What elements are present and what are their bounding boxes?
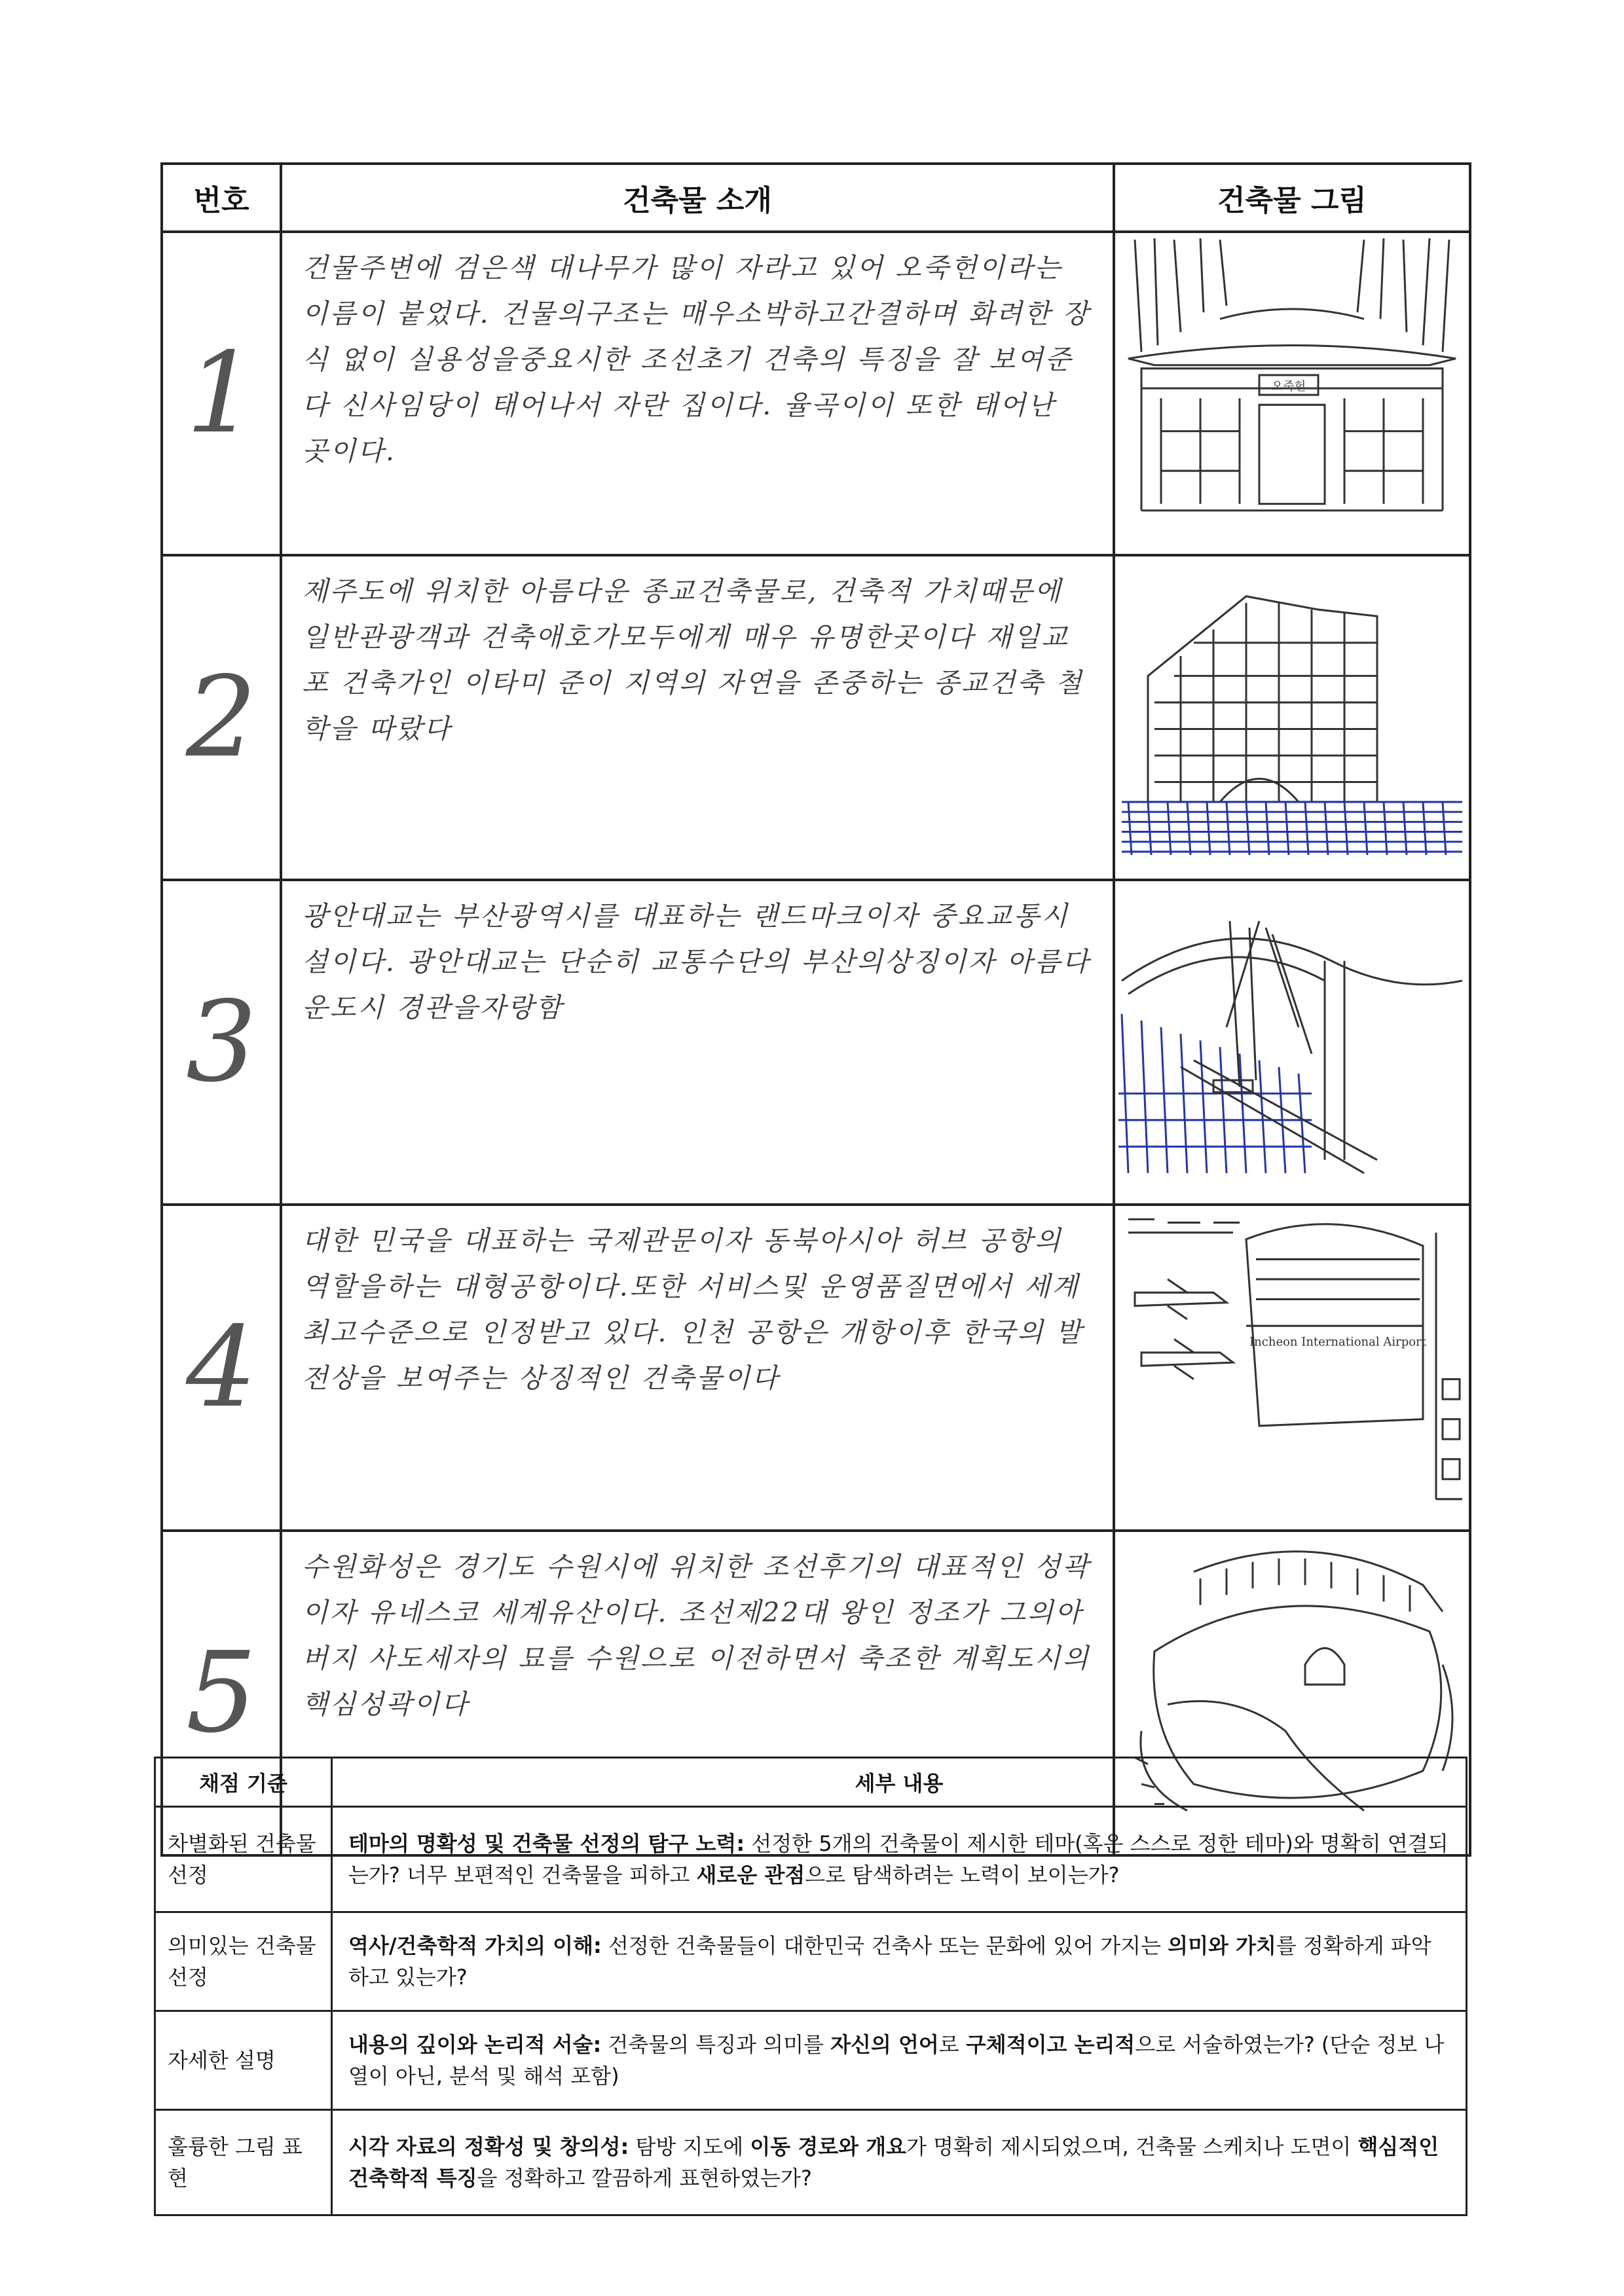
rubric-detail: 시각 자료의 정확성 및 창의성: 탐방 지도에 이동 경로와 개요가 명확히 제시되었으며, 건축물 스케치나 도면이 핵심적인 건축학적 특징을 정확하고 깔끔하게 표현하였는가? <box>332 2110 1467 2215</box>
header-drawing: 건축물 그림 <box>1114 164 1470 232</box>
table-row <box>162 555 1470 880</box>
rubric-detail: 테마의 명확성 및 건축물 선정의 탐구 노력: 선정한 5개의 건축물이 제시한 테마(혹은 스스로 정한 테마)와 명확히 연결되는가? 너무 보편적인 건축물을 피하고 새로운 관점으로 탐색하려는 노력이 보이는가? <box>332 1807 1467 1912</box>
rubric-detail: 내용의 깊이와 논리적 서술: 건축물의 특징과 의미를 자신의 언어로 구체적이고 논리적으로 서술하였는가? (단순 정보 나열이 아닌, 분석 및 해석 포함) <box>332 2011 1467 2110</box>
rubric-row <box>155 2110 1467 2215</box>
rubric-row <box>155 1912 1467 2011</box>
rubric-row <box>155 2011 1467 2110</box>
row-number: 4 <box>185 1303 257 1432</box>
row-number: 3 <box>185 977 257 1107</box>
sign-text: 오죽헌 <box>1271 380 1306 394</box>
rubric-header-detail: 세부 내용 <box>332 1758 1467 1807</box>
rubric-row <box>155 1807 1467 1912</box>
building-description: 건물주변에 검은색 대나무가 많이 자라고 있어 오죽헌이라는 이름이 붙었다. 건물의구조는 매우소박하고간결하며 화려한 장식 없이 실용성을중요시한 조선초기 건축의 특징을 잘 보여준다 신사임당이 태어나서 자란 집이다. 율곡이이 또한 태어난 곳이다. <box>302 252 1090 467</box>
header-intro: 건축물 소개 <box>281 164 1114 232</box>
rubric-header-criteria: 채점 기준 <box>155 1758 332 1807</box>
glass-church-sketch <box>1115 556 1466 855</box>
worksheet-header-row <box>162 164 1470 232</box>
table-row <box>162 880 1470 1205</box>
bridge-sketch <box>1115 881 1466 1180</box>
row-number: 2 <box>185 653 257 782</box>
table-row <box>162 1205 1470 1531</box>
row-number: 1 <box>185 329 257 458</box>
building-description: 수원화성은 경기도 수원시에 위치한 조선후기의 대표적인 성곽이자 유네스코 세계유산이다. 조선제22대 왕인 정조가 그의아버지 사도세자의 묘를 수원으로 이전하면서 축조한 계획도시의 핵심성곽이다 <box>302 1551 1090 1720</box>
row-number: 5 <box>185 1628 257 1758</box>
building-description: 대한 민국을 대표하는 국제관문이자 동북아시아 허브 공항의 역할을하는 대형공항이다.또한 서비스및 운영품질면에서 세계 최고수준으로 인정받고 있다. 인천 공항은 개항이후 한국의 발전상을 보여주는 상징적인 건축물이다 <box>302 1225 1084 1394</box>
grading-rubric-table <box>154 1757 1467 2216</box>
rubric-header-row <box>155 1758 1467 1807</box>
building-description: 제주도에 위치한 아름다운 종교건축물로, 건축적 가치때문에 일반관광객과 건축애호가모두에게 매우 유명한곳이다 재일교포 건축가인 이타미 준이 지역의 자연을 존중하는 종교건축 철학을 따랐다 <box>302 575 1084 744</box>
rubric-criteria: 의미있는 건축물 선정 <box>155 1912 332 2011</box>
rubric-detail: 역사/건축학적 가치의 이해: 선정한 건축물들이 대한민국 건축사 또는 문화에 있어 가지는 의미와 가치를 정확하게 파악하고 있는가? <box>332 1912 1467 2011</box>
house-in-bamboo-sketch <box>1115 233 1466 530</box>
header-number: 번호 <box>162 164 281 232</box>
rubric-criteria: 훌륭한 그림 표현 <box>155 2110 332 2215</box>
rubric-criteria: 자세한 설명 <box>155 2011 332 2110</box>
building-description: 광안대교는 부산광역시를 대표하는 랜드마크이자 중요교통시설이다. 광안대교는 단순히 교통수단의 부산의상징이자 아름다운도시 경관을자랑함 <box>302 900 1090 1023</box>
table-row <box>162 232 1470 555</box>
airport-sketch <box>1115 1206 1466 1506</box>
sign-text: Incheon International Airport <box>1249 1335 1426 1349</box>
rubric-criteria: 차별화된 건축물 선정 <box>155 1807 332 1912</box>
worksheet-table <box>160 162 1471 1857</box>
